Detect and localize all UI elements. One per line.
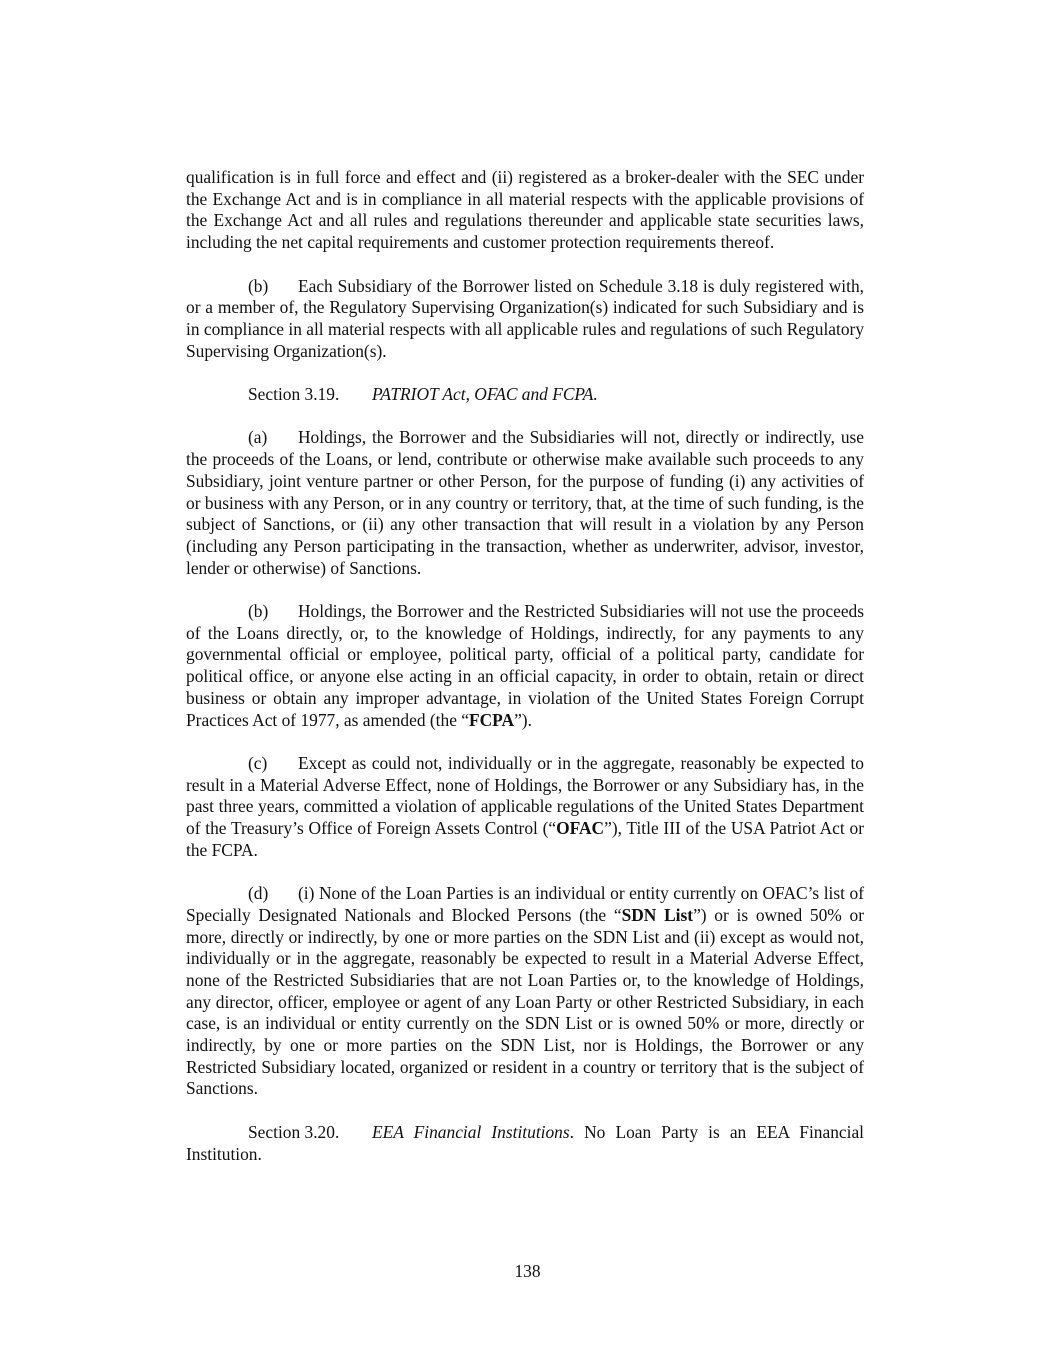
clause-text: (i) None of the Loan Parties is an individual or entity currently on OFAC’s list of Specially Designated Nationals and Blocked Persons (the “ [186, 883, 864, 925]
defined-term-sdn-list: SDN List [621, 904, 694, 925]
section-3-20 [186, 1122, 864, 1165]
section-text: . No Loan Party is an EEA Financial Institution. [186, 1121, 864, 1164]
section-number: Section 3.19. [248, 384, 340, 404]
section-title: PATRIOT Act, OFAC and FCPA [372, 384, 594, 404]
intro-paragraph: qualification is in full force and effect and (ii) registered as a broker-dealer with the SEC under the Exchange Act and is in compliance in all material respects with the applicable provisions of the Exchange Act and all rules and regulations thereunder and applicable state securities laws, including the net capital requirements and customer protection requirements thereof. [186, 167, 864, 253]
document-body [186, 167, 864, 1187]
clause-number: (a) [248, 427, 268, 448]
section-3-18-b [186, 276, 864, 363]
clause-number: (b) [248, 601, 269, 621]
clause-text-end: ”). [514, 709, 532, 730]
section-3-19-c [186, 753, 864, 862]
section-title-period: . [593, 384, 598, 404]
section-3-19-d [186, 883, 864, 1100]
section-3-19-b [186, 601, 864, 731]
clause-number: (d) [248, 883, 269, 904]
defined-term-fcpa: FCPA [468, 709, 515, 730]
section-title: EEA Financial Institutions [372, 1121, 570, 1142]
clause-text: Each Subsidiary of the Borrower listed on Schedule 3.18 is duly registered with, or a member of, the Regulatory Supervising Organization(s) indicated for such Subsidiary and is in compliance in all material respects with all applicable rules and regulations of such Regulatory Supervising Organization(s). [186, 275, 865, 361]
section-3-19-a [186, 427, 864, 579]
clause-text: Holdings, the Borrower and the Restricted Subsidiaries will not use the proceeds of the Loans directly, or, to the knowledge of Holdings, indirectly, for any payments to any governmental official or employee, political party, official of a political party, candidate for political office, or anyone else acting in an official capacity, in order to obtain, retain or direct business or obtain any improper advantage, in violation of the United States Foreign Corrupt Practices Act of 1977, as amended (the “ [186, 601, 864, 730]
clause-number: (b) [248, 275, 269, 296]
clause-text: Holdings, the Borrower and the Subsidiaries will not, directly or indirectly, use the proceeds of the Loans, or lend, contribute or otherwise make available such proceeds to any Subsidiary, joint venture partner or other Person, for the purpose of funding (i) any activities of or business with any Person, or in any country or territory, that, at the time of such funding, is the subject of Sanctions, or (ii) any other transaction that will result in a violation by any Person (including any Person participating in the transaction, whether as underwriter, advisor, investor, lender or otherwise) of Sanctions. [186, 427, 864, 578]
section-3-19-heading [186, 384, 864, 406]
clause-number: (c) [248, 752, 268, 773]
page-number: 138 [514, 1261, 541, 1281]
defined-term-ofac: OFAC [556, 818, 605, 839]
clause-text-end: ”), Title III of the USA Patriot Act or the FCPA. [186, 818, 864, 860]
clause-text: Except as could not, individually or in the aggregate, reasonably be expected to result in a Material Adverse Effect, none of Holdings, the Borrower or any Subsidiary has, in the past three years, committed a violation of applicable regulations of the United States Department of the Treasury’s Office of Foreign Assets Control (“ [186, 752, 864, 839]
section-number: Section 3.20. [248, 1121, 340, 1142]
clause-text-end: ”) or is owned 50% or more, directly or indirectly, by one or more parties on the SDN List and (ii) except as would not, individually or in the aggregate, reasonably be expected to result in a Material Adverse Effect, none of the Restricted Subsidiaries that are not Loan Parties or, to the knowledge of Holdings, any director, officer, employee or agent of any Loan Party or other Restricted Subsidiary, in each case, is an individual or entity currently on the SDN List or is owned 50% or more, directly or indirectly, by one or more parties on the SDN List, nor is Holdings, the Borrower or any Restricted Subsidiary located, organized or resident in a country or territory that is the subject of Sanctions. [186, 904, 864, 1099]
